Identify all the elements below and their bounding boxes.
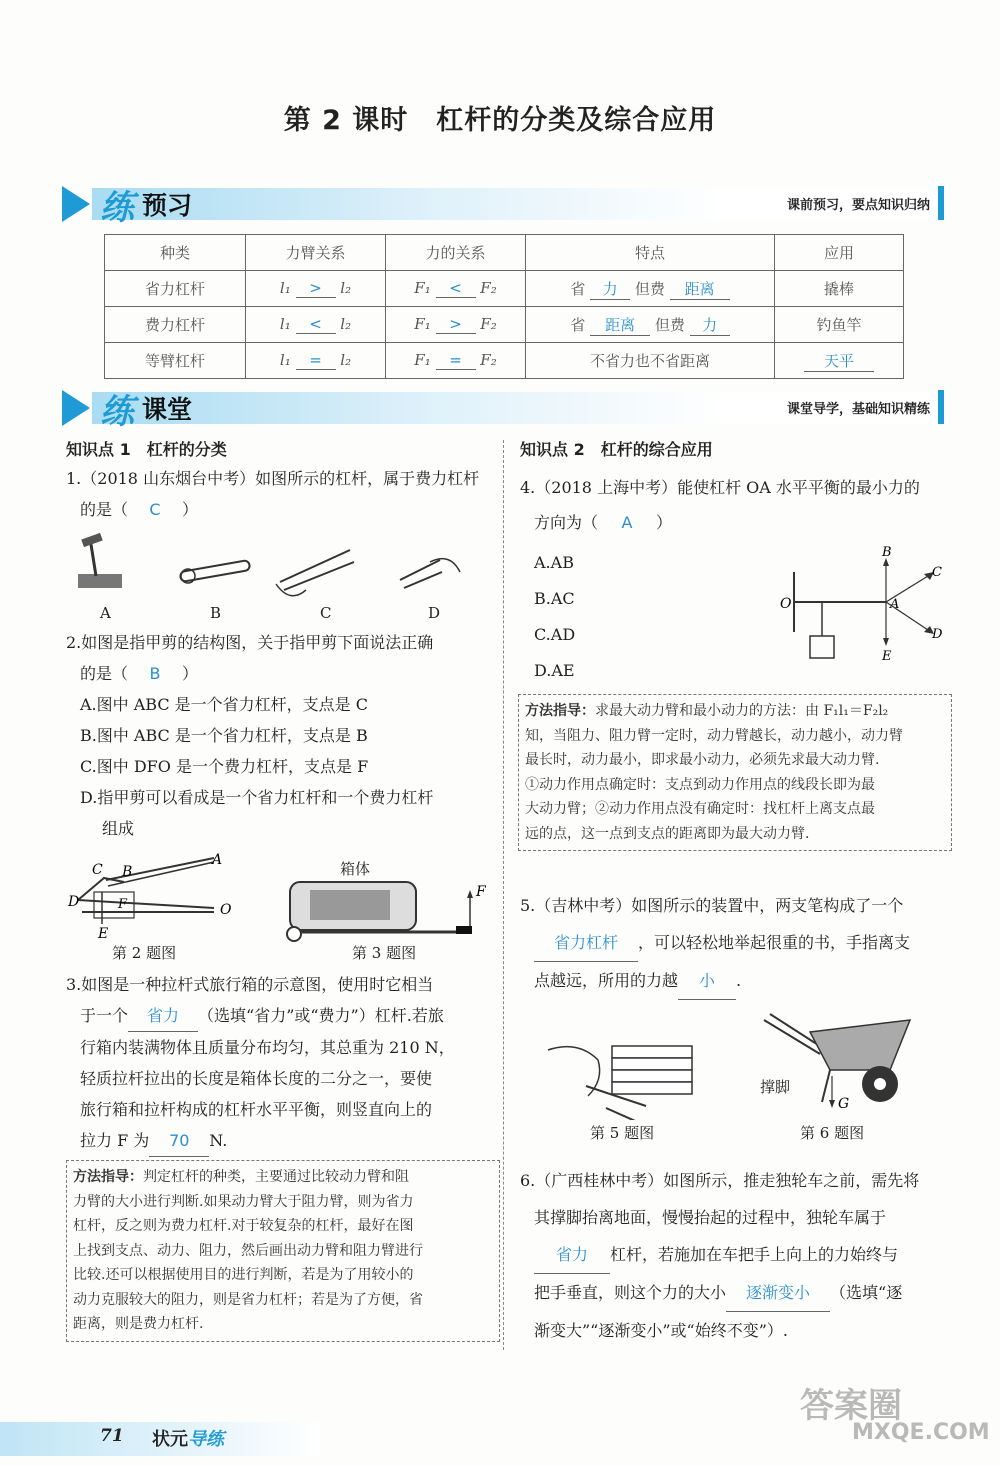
svg-text:O: O (220, 902, 232, 918)
svg-text:F: F (476, 884, 486, 900)
table-cell: F₁ = F₂ (386, 343, 526, 379)
table-cell: l₁ < l₂ (246, 307, 386, 343)
option-c: C.AD (534, 625, 576, 644)
answer-text: = (436, 351, 476, 370)
wheelbarrow-diagram (760, 1010, 930, 1120)
svg-text:E: E (882, 649, 892, 664)
table-cell: 省 力 但费 距离 (526, 271, 775, 307)
lian-label: 练 (100, 392, 134, 432)
page-title: 第 2 课时 杠杆的分类及综合应用 (283, 105, 717, 136)
answer-text: = (296, 351, 336, 370)
table-cell: l₁ = l₂ (246, 343, 386, 379)
lever-classification-table (104, 234, 904, 379)
question-text: 3.如图是一种拉杆式旅行箱的示意图，使用时它相当 (66, 975, 434, 994)
preview-subtitle: 课前预习，要点知识归纳 (786, 198, 930, 213)
svg-text:A: A (890, 597, 900, 612)
table-cell: 等臂杠杆 (105, 343, 246, 379)
svg-text:F: F (118, 897, 128, 912)
lian-label: 练 (100, 188, 134, 228)
svg-text:D: D (68, 894, 80, 910)
question-5: 5.（吉林中考）如图所示的装置中，两支笔构成了一个 省力杠杆 ，可以轻松地举起很重的书，手指离支 点越远，所用的力越 小 . (520, 887, 910, 1000)
bottle-opener-illustration (180, 560, 251, 583)
pliers-illustration (400, 559, 460, 588)
table-cell: 省 距离 但费 力 (526, 307, 775, 343)
method-guide-right: 方法指导：求最大动力臂和最小动力的方法：由 F₁l₁＝F₂l₂ 知，当阻力、阻力臂一定时，动力臂越长，动力越小，动力臂 最长时，动力最小，即求最小动力，必须先求最大动力臂. ①动力作用点确定时：支点到动力作用点的线段长即为最 大动力臂；②动力作用点没有确定时：找杠杆上离支点最 远的点，这一点到支点的距离即为最大动力臂. (518, 694, 952, 851)
answer-text: 距离 (670, 278, 730, 300)
svg-text:O: O (780, 596, 792, 612)
table-cell: F₁ < F₂ (386, 271, 526, 307)
answer-text: 小 (678, 962, 736, 1000)
table-cell: l₁ > l₂ (246, 271, 386, 307)
knowledge-point-2-heading: 知识点 2 杠杆的综合应用 (520, 440, 713, 459)
table-cell (775, 343, 904, 379)
table-header: 特点 (526, 235, 775, 271)
fig-label-a: A (100, 604, 111, 622)
classroom-title: 课堂 (142, 395, 193, 424)
q4-options (534, 545, 575, 689)
option-d: D.指甲剪可以看成是一个省力杠杆和一个费力杠杆 (80, 788, 434, 807)
table-row (105, 271, 904, 307)
chopsticks-illustration (276, 550, 354, 596)
option-d-cont: 组成 (102, 819, 135, 838)
option-c: C.图中 DFO 是一个费力杠杆，支点是 F (80, 757, 369, 776)
option-b: B.图中 ABC 是一个省力杠杆，支点是 B (80, 726, 368, 745)
question-2: 2.如图是指甲剪的结构图，关于指甲剪下面说法正确 的是（ B ） A.图中 ABC 是一个省力杠杆，支点是 C B.图中 ABC 是一个省力杠杆，支点是 B C.图中 DFO 是一个费力杠杆，支点是 F D.指甲剪可以看成是一个省力杠杆和一个费力杠杆 组成 (66, 627, 433, 844)
page-number: 71 (100, 1426, 124, 1446)
option-a: A.图中 ABC 是一个省力杠杆，支点是 C (80, 695, 368, 714)
fig3-caption: 第 3 题图 (352, 944, 417, 962)
question-text: 6.（广西桂林中考）如图所示，推走独轮车之前，需先将 (520, 1171, 920, 1190)
svg-text:C: C (92, 862, 103, 878)
table-cell: 费力杠杆 (105, 307, 246, 343)
answer-text: B (149, 664, 161, 683)
answer-text: 70 (149, 1125, 209, 1157)
svg-text:C: C (932, 565, 942, 580)
answer-text: 力 (590, 278, 630, 300)
fig5-caption: 第 5 题图 (590, 1124, 655, 1142)
answer-text: 逐渐变小 (726, 1274, 830, 1312)
table-cell: F₁ > F₂ (386, 307, 526, 343)
fig2-caption: 第 2 题图 (112, 944, 177, 962)
option-a: A.AB (534, 553, 574, 572)
option-b: B.AC (534, 589, 575, 608)
nail-clipper-diagram (64, 852, 244, 940)
table-row (105, 307, 904, 343)
svg-text:B: B (882, 546, 892, 560)
answer-text: 力 (690, 314, 730, 336)
answer-text: C (149, 500, 161, 519)
arrow-icon (62, 390, 90, 426)
table-cell: 撬棒 (775, 271, 904, 307)
question-4: 4.（2018 上海中考）能使杠杆 OA 水平平衡的最小力的 方向为（ A ） (520, 472, 920, 538)
option-d: D.AE (534, 661, 575, 680)
answer-text: < (436, 279, 476, 298)
table-cell: 省力杠杆 (105, 271, 246, 307)
table-header: 应用 (775, 235, 904, 271)
fig-label-c: C (320, 604, 332, 622)
svg-text:E: E (98, 926, 109, 940)
pen-lever-diagram (546, 1030, 716, 1120)
lever-oa-diagram (776, 546, 946, 666)
question-text: 1.（2018 山东烟台中考）如图所示的杠杆，属于费力杠杆 (66, 469, 480, 488)
answer-text: > (436, 315, 476, 334)
table-cell: 钓鱼竿 (775, 307, 904, 343)
svg-text:B: B (122, 864, 133, 880)
fig-label-b: B (210, 604, 222, 622)
q1-figures (70, 532, 480, 622)
answer-text: 距离 (590, 314, 650, 336)
fig3-label: 箱体 (340, 860, 371, 878)
suitcase-diagram (280, 856, 490, 946)
answer-text: 省力杠杆 (534, 924, 638, 962)
knowledge-point-1-heading: 知识点 1 杠杆的分类 (66, 440, 227, 459)
question-3: 3.如图是一种拉杆式旅行箱的示意图，使用时它相当 于一个 省力 （选填“省力”或“费力”）杠杆.若旅 行箱内装满物体且质量分布均匀，其总重为 210 N， 轻质拉杆拉出的长度是箱体长度的二分之一，要使 旅行箱和拉杆构成的杠杆水平平衡，则竖直向上的 拉力 F 为 70 N. (66, 969, 455, 1157)
column-divider (503, 440, 504, 1350)
brand-name: 状元导练 (152, 1429, 224, 1450)
answer-text: > (296, 279, 336, 298)
svg-text:A: A (212, 852, 223, 868)
table-cell: 不省力也不省距离 (526, 343, 775, 379)
classroom-subtitle: 课堂导学，基础知识精练 (786, 402, 930, 417)
method-label: 方法指导： (525, 703, 595, 719)
question-1: 1.（2018 山东烟台中考）如图所示的杠杆，属于费力杠杆 的是（ C ） (66, 463, 479, 525)
arrow-icon (62, 186, 90, 222)
table-header: 力臂关系 (246, 235, 386, 271)
answer-text: 省力 (128, 1000, 198, 1032)
question-text: 5.（吉林中考）如图所示的装置中，两支笔构成了一个 (520, 896, 904, 915)
preview-banner (62, 184, 944, 228)
method-guide-left: 方法指导：判定杠杆的种类，主要通过比较动力臂和阻 力臂的大小进行判断.如果动力臂大于阻力臂，则为省力 杠杆，反之则为费力杠杆.对于较复杂的杠杆，最好在图 上找到支点、动力、阻力，然后画出动力臂和阻力臂进行 比较.还可以根据使用目的进行判断，若是为了用较小的 动力克服较大的阻力，则是省力杠杆；若是为了方便，省 距离，则是费力杠杆. (66, 1160, 500, 1342)
watermark-logo: 答案圈 (800, 1386, 902, 1426)
watermark-url: MXQE.COM (852, 1420, 990, 1445)
hammer-illustration (78, 533, 122, 588)
fig6-caption: 第 6 题图 (800, 1124, 865, 1142)
answer-text: < (296, 315, 336, 334)
answer-text: 天平 (804, 350, 874, 372)
fig6-label: 撑脚 (760, 1078, 791, 1096)
table-header: 种类 (105, 235, 246, 271)
svg-text:G: G (838, 1096, 850, 1112)
svg-text:D: D (932, 627, 943, 642)
answer-text: A (621, 513, 633, 532)
preview-title: 预习 (142, 191, 193, 220)
table-row (105, 343, 904, 379)
answer-text: 省力 (534, 1236, 610, 1274)
fig-label-d: D (428, 604, 441, 622)
method-label: 方法指导： (73, 1169, 143, 1185)
question-text: 4.（2018 上海中考）能使杠杆 OA 水平平衡的最小力的 (520, 478, 920, 497)
question-6: 6.（广西桂林中考）如图所示，推走独轮车之前，需先将 其撑脚抬离地面，慢慢抬起的过程中，独轮车属于 省力 杠杆，若施加在车把手上向上的力始终与 把手垂直，则这个力的大小 逐渐变小 （选填“逐 渐变大”“逐渐变小”或“始终不变”）. (520, 1162, 919, 1349)
question-text: 2.如图是指甲剪的结构图，关于指甲剪下面说法正确 (66, 633, 434, 652)
table-header: 力的关系 (386, 235, 526, 271)
classroom-banner (62, 388, 944, 432)
